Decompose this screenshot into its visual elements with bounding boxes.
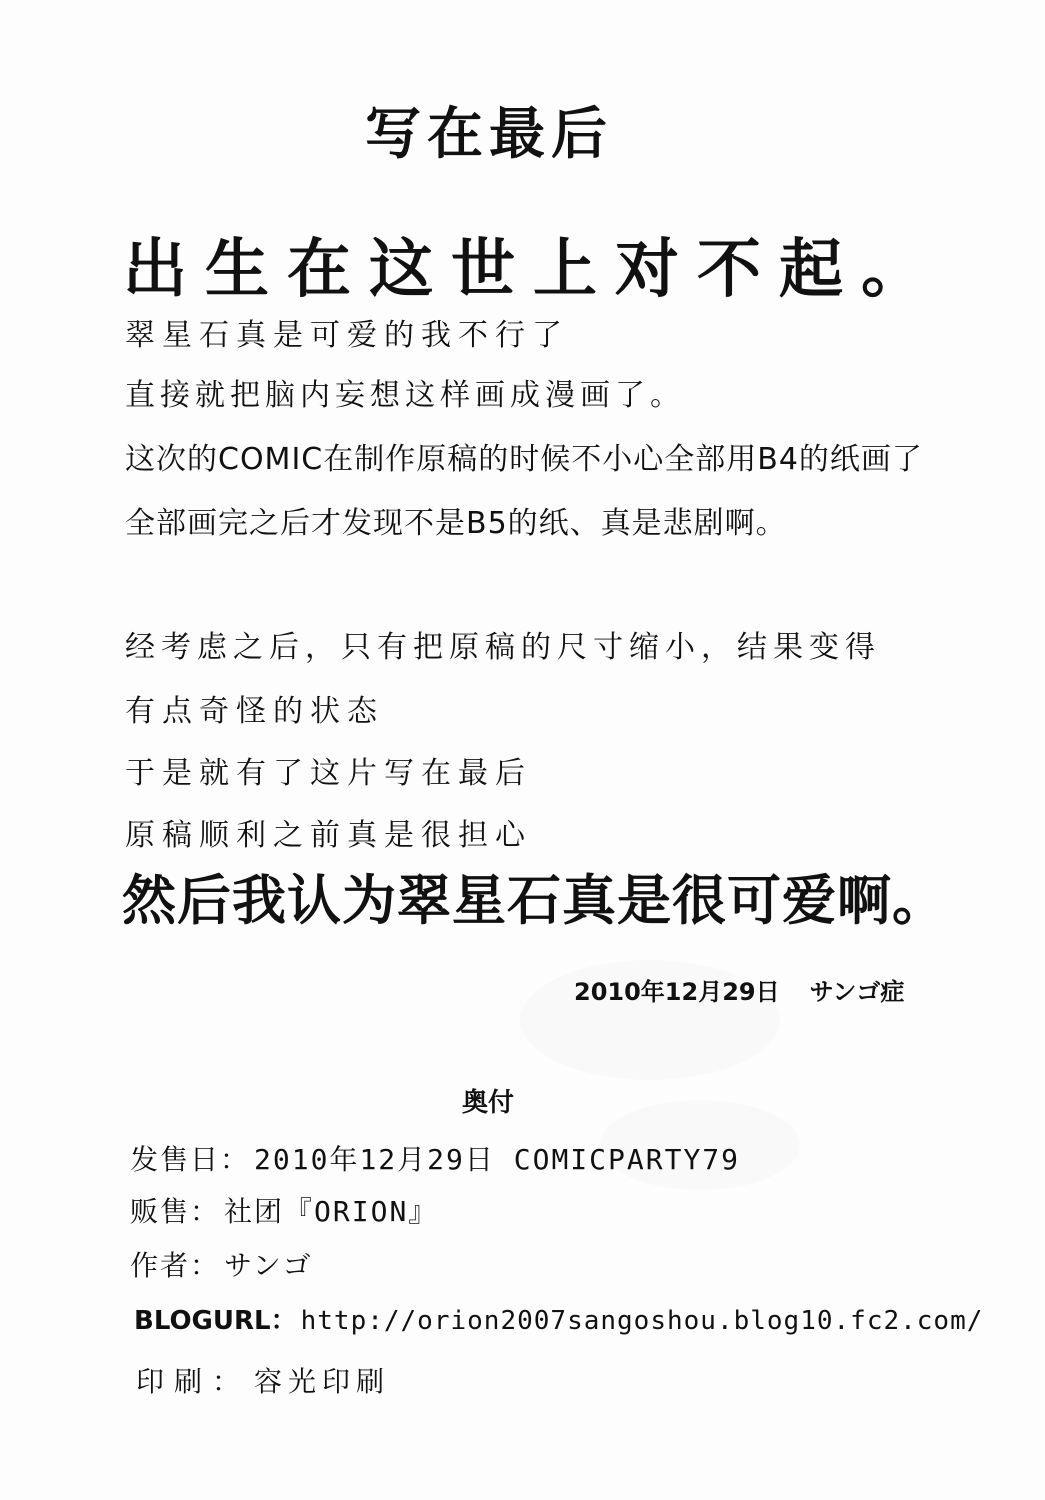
colophon-label: 发售日： [130, 1143, 251, 1176]
colophon-value: 容光印刷 [254, 1365, 391, 1398]
colophon-value: サンゴ [224, 1249, 313, 1282]
body-line: 翠星石真是可爱的我不行了 [125, 318, 569, 353]
body-line: 于是就有了这片写在最后 [125, 756, 532, 791]
colophon-author [130, 1244, 313, 1284]
headline: 出生在这世上对不起。 [123, 232, 943, 307]
body-line: 直接就把脑内妄想这样画成漫画了。 [125, 378, 685, 413]
body-line: 有点奇怪的状态 [125, 694, 384, 729]
colophon-label: BLOGURL： [134, 1306, 297, 1336]
colophon-title: 奥付 [462, 1088, 515, 1118]
body-line: 原稿顺利之前真是很担心 [125, 818, 532, 853]
colophon-blog-url [134, 1300, 983, 1337]
colophon-value: 2010年12月29日 COMICPARTY79 [254, 1143, 741, 1176]
signature-name: サンゴ症 [809, 978, 905, 1006]
body-line: 这次的COMIC在制作原稿的时候不小心全部用B4的纸画了 [125, 442, 923, 477]
colophon-label: 作者： [130, 1249, 221, 1282]
colophon-value: http://orion2007sangoshou.blog10.fc2.com/ [300, 1306, 984, 1336]
page-title: 写在最后 [365, 101, 613, 167]
colophon-seller [130, 1190, 438, 1230]
colophon-label: 贩售： [130, 1195, 221, 1228]
closing-line: 然后我认为翠星石真是很可爱啊。 [122, 868, 947, 932]
body-line: 全部画完之后才发现不是B5的纸、真是悲剧啊。 [125, 506, 787, 541]
signature-date: 2010年12月29日 [574, 978, 780, 1006]
colophon-value: 社团『ORION』 [224, 1195, 439, 1228]
colophon-label: 印刷： [136, 1365, 251, 1398]
signature [574, 972, 904, 1007]
colophon-release-date [130, 1138, 740, 1178]
colophon-printer [136, 1360, 390, 1400]
body-line: 经考虑之后，只有把原稿的尺寸缩小，结果变得 [125, 630, 881, 665]
